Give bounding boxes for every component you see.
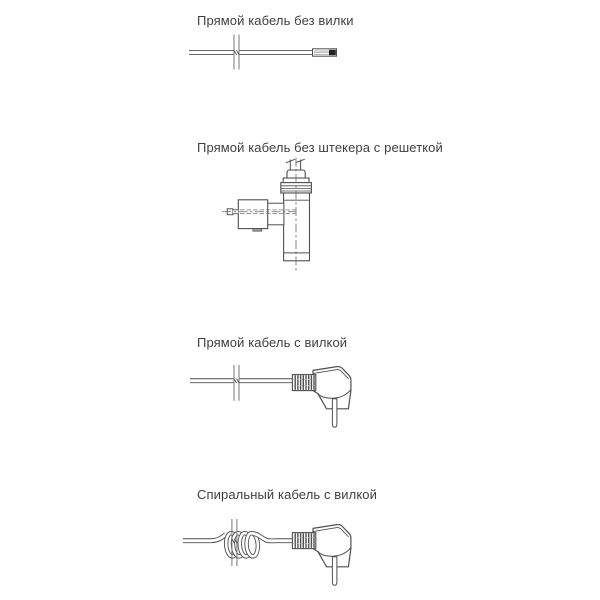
terminal-tube-body (284, 193, 310, 261)
figure-label-spiral-cable-with-plug: Спиральный кабель с вилкой (197, 487, 377, 502)
top-wires (286, 159, 305, 170)
side-connector-box (227, 200, 284, 231)
terminal-body-diagram (218, 155, 318, 275)
straight-cable-without-plug-diagram (180, 30, 345, 78)
schuko-plug (292, 367, 351, 428)
straight-cable-with-plug-diagram (180, 360, 365, 432)
spiral-cable-with-plug-diagram (180, 514, 365, 588)
cable-break-symbol (234, 365, 239, 401)
figure-label-straight-cable-without-plug: Прямой кабель без вилки (197, 13, 354, 28)
schuko-plug (292, 525, 351, 586)
bare-wire-tip (313, 49, 337, 56)
spiral-coil (225, 533, 258, 557)
strain-relief-ribs (292, 533, 315, 549)
cable-break-symbol (234, 35, 239, 70)
plug-pin (332, 399, 337, 428)
figure-label-straight-cable-without-connector: Прямой кабель без штекера с решеткой (197, 140, 443, 155)
figure-label-straight-cable-with-plug: Прямой кабель с вилкой (197, 335, 348, 350)
strain-relief-ribs (292, 375, 315, 391)
plug-pin (332, 557, 337, 586)
cable-entry (183, 534, 226, 541)
